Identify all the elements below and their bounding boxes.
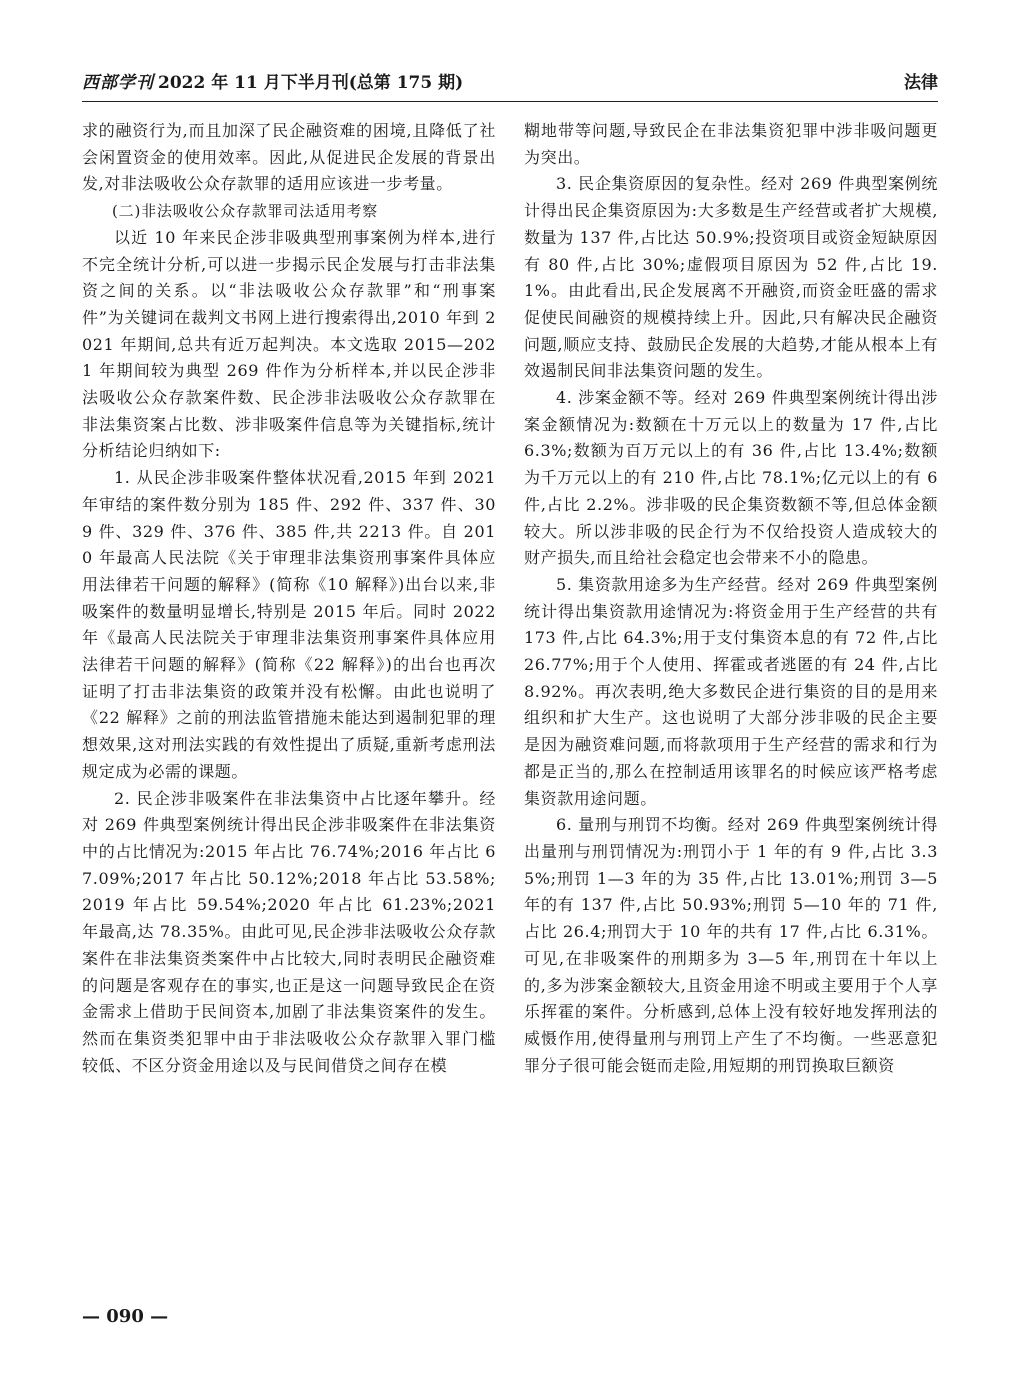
body-paragraph: 3. 民企集资原因的复杂性。经对 269 件典型案例统计得出民企集资原因为:大多数是生产经营或者扩大规模,数量为 137 件,占比达 50.9%;投资项目或资金短缺原因有 80 件,占比 30%;虚假项目原因为 52 件,占比 19.1%。由此看出,民企发展离不开融资,而资金旺盛的需求促使民间融资的规模持续上升。因此,只有解决民企融资问题,顺应支持、鼓励民企发展的大趋势,才能从根本上有效遏制民间非法集资问题的发生。 — [524, 174, 938, 381]
section-label: 法律 — [904, 73, 938, 93]
body-paragraph: 糊地带等问题,导致民企在非法集资犯罪中涉非吸问题更为突出。 — [524, 121, 938, 167]
page-number: — 090 — — [82, 1306, 169, 1327]
body-paragraph: 4. 涉案金额不等。经对 269 件典型案例统计得出涉案金额情况为:数额在十万元以上的数量为 17 件,占比 6.3%;数额为百万元以上的有 36 件,占比 13.4%;数额为千万元以上的有 210 件,占比 78.1%;亿元以上的有 6 件,占比 2.2%。涉非吸的民企集资数额不等,但总体金额较大。所以涉非吸的民企行为不仅给投资人造成较大的财产损失,而且给社会稳定也会带来不小的隐患。 — [524, 388, 938, 568]
section-subheading: (二)非法吸收公众存款罪司法适用考察 — [112, 202, 379, 221]
right-column — [524, 118, 938, 1079]
body-paragraph: 以近 10 年来民企涉非吸典型刑事案例为样本,进行不完全统计分析,可以进一步揭示民企发展与打击非法集资之间的关系。以“非法吸收公众存款罪”和“刑事案件”为关键词在裁判文书网上进行搜索得出,2010 年到 2021 年期间,总共有近万起判决。本文选取 2015—2021 年期间较为典型 269 件作为分析样本,并以民企涉非法吸收公众存款案件数、民企涉非法吸收公众存款罪在非法集资案占比数、涉非吸案件信息等为关键指标,统计分析结论归纳如下: — [82, 227, 496, 461]
journal-masthead: 西部学刊 — [82, 73, 154, 93]
issue-info: 2022 年 11 月下半月刊(总第 175 期) — [158, 73, 464, 93]
body-paragraph: 2. 民企涉非吸案件在非法集资中占比逐年攀升。经对 269 件典型案例统计得出民企涉非吸案件在非法集资中的占比情况为:2015 年占比 76.74%;2016 年占比 67.09%;2017 年占比 50.12%;2018 年占比 53.58%;2019 年占比 59.54%;2020 年占比 61.23%;2021 年最高,达 78.35%。由此可见,民企涉非法吸收公众存款案件在非法集资类案件中占比较大,同时表明民企融资难的问题是客观存在的事实,也正是这一问题导致民企在资金需求上借助于民间资本,加剧了非法集资案件的发生。然而在集资类犯罪中由于非法吸收公众存款罪入罪门槛较低、不区分资金用途以及与民间借贷之间存在模 — [82, 788, 496, 1075]
running-header — [82, 64, 938, 98]
left-column — [82, 118, 496, 1079]
body-paragraph: 1. 从民企涉非吸案件整体状况看,2015 年到 2021 年审结的案件数分别为 185 件、292 件、337 件、309 件、329 件、376 件、385 件,共 2213 件。自 2010 年最高人民法院《关于审理非法集资刑事案件具体应用法律若干问题的解释》(简称《10 解释》)出台以来,非吸案件的数量明显增长,特别是 2015 年后。同时 2022 年《最高人民法院关于审理非法集资刑事案件具体应用法律若干问题的解释》(简称《22 解释》)的出台也再次证明了打击非法集资的政策并没有松懈。由此也说明了《22 解释》之前的刑法监管措施未能达到遏制犯罪的理想效果,这对刑法实践的有效性提出了质疑,重新考虑刑法规定成为必需的课题。 — [82, 468, 496, 781]
body-paragraph: 5. 集资款用途多为生产经营。经对 269 件典型案例统计得出集资款用途情况为:将资金用于生产经营的共有 173 件,占比 64.3%;用于支付集资本息的有 72 件,占比 26.77%;用于个人使用、挥霍或者逃匿的有 24 件,占比 8.92%。再次表明,绝大多数民企进行集资的目的是用来组织和扩大生产。这也说明了大部分涉非吸的民企主要是因为融资难问题,而将款项用于生产经营的需求和行为都是正当的,那么在控制适用该罪名的时候应该严格考虑集资款用途问题。 — [524, 574, 938, 808]
body-paragraph: 6. 量刑与刑罚不均衡。经对 269 件典型案例统计得出量刑与刑罚情况为:刑罚小于 1 年的有 9 件,占比 3.35%;刑罚 1—3 年的为 35 件,占比 13.01%;刑罚 3—5 年的有 137 件,占比 50.93%;刑罚 5—10 年的 71 件,占比 26.4;刑罚大于 10 年的共有 17 件,占比 6.31%。可见,在非吸案件的刑期多为 3—5 年,刑罚在十年以上的,多为涉案金额较大,且资金用途不明或主要用于个人享乐挥霍的案件。分析感到,总体上没有较好地发挥刑法的威慑作用,使得量刑与刑罚上产生了不均衡。一些恶意犯罪分子很可能会铤而走险,用短期的刑罚换取巨额资 — [524, 815, 938, 1075]
header-rule — [82, 101, 938, 102]
body-paragraph: 求的融资行为,而且加深了民企融资难的困境,且降低了社会闲置资金的使用效率。因此,从促进民企发展的背景出发,对非法吸收公众存款罪的适用应该进一步考量。 — [82, 121, 496, 194]
